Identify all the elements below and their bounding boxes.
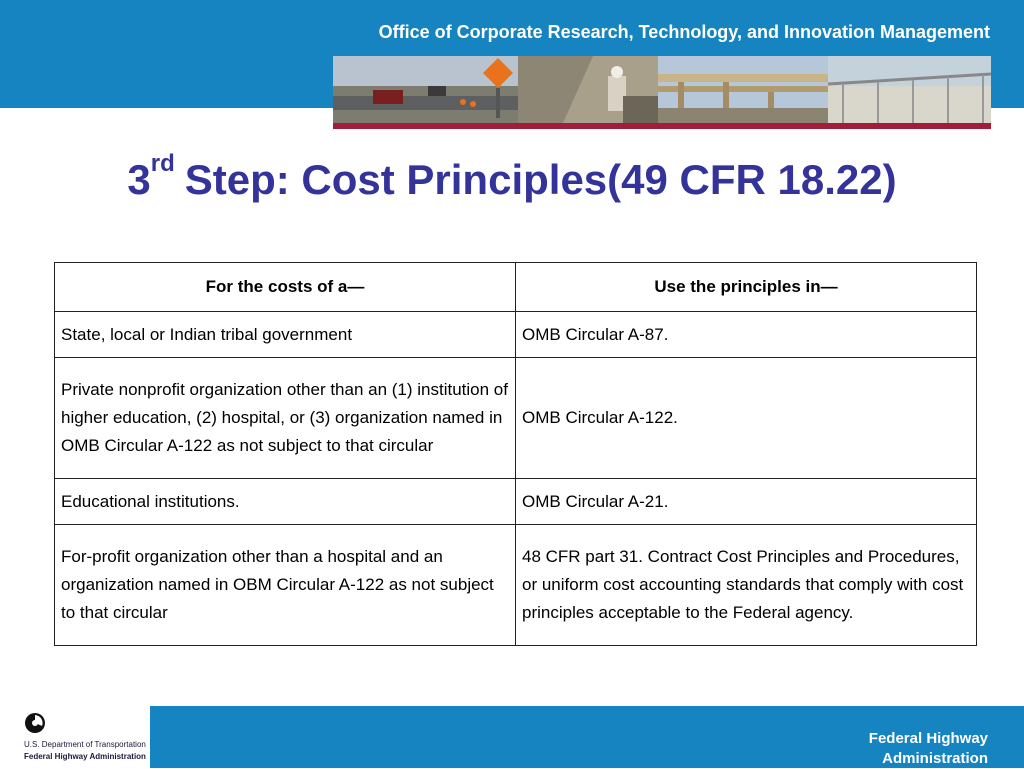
footer-agency-line2: Administration xyxy=(882,750,988,767)
table-cell-principle: OMB Circular A-87. xyxy=(516,312,977,358)
table-cell-entity: For-profit organization other than a hospital and an organization named in OBM Circular A-122 as not subject to that circular xyxy=(55,525,516,646)
dot-triskelion-icon xyxy=(24,712,46,734)
table-cell-entity: Educational institutions. xyxy=(55,479,516,525)
footer-agency-line1: Federal Highway xyxy=(868,730,988,747)
table-row xyxy=(55,479,977,525)
table-row xyxy=(55,525,977,646)
office-title: Office of Corporate Research, Technology, and Innovation Management xyxy=(378,22,990,42)
table-header-row xyxy=(55,263,977,312)
table-cell-principle: OMB Circular A-122. xyxy=(516,358,977,479)
column-header-costs: For the costs of a— xyxy=(55,263,516,312)
table-cell-principle: 48 CFR part 31. Contract Cost Principles and Procedures, or uniform cost accounting standards that comply with cost principles acceptable to the Federal agency. xyxy=(516,525,977,646)
header-photo-underline xyxy=(333,123,991,129)
logo-department-text: U.S. Department of Transportation xyxy=(24,740,146,749)
column-header-principles: Use the principles in— xyxy=(516,263,977,312)
table-row xyxy=(55,312,977,358)
slide-title-superscript: rd xyxy=(150,150,175,177)
header-photo-strip xyxy=(333,56,991,123)
logo-agency-text: Federal Highway Administration xyxy=(24,752,146,761)
table-cell-principle: OMB Circular A-21. xyxy=(516,479,977,525)
table-cell-entity: Private nonprofit organization other than an (1) institution of higher education, (2) hospital, or (3) organization named in OMB Circular A-122 as not subject to that circular xyxy=(55,358,516,479)
table-row xyxy=(55,358,977,479)
road-construction-photo-collage xyxy=(333,56,991,123)
slide-title-number: 3 xyxy=(127,156,151,203)
table-cell-entity: State, local or Indian tribal government xyxy=(55,312,516,358)
cost-principles-table xyxy=(54,262,977,646)
slide-title-text: Step: Cost Principles(49 CFR 18.22) xyxy=(184,156,897,203)
footer-agency-name xyxy=(788,729,988,769)
slide-title xyxy=(0,150,1024,204)
